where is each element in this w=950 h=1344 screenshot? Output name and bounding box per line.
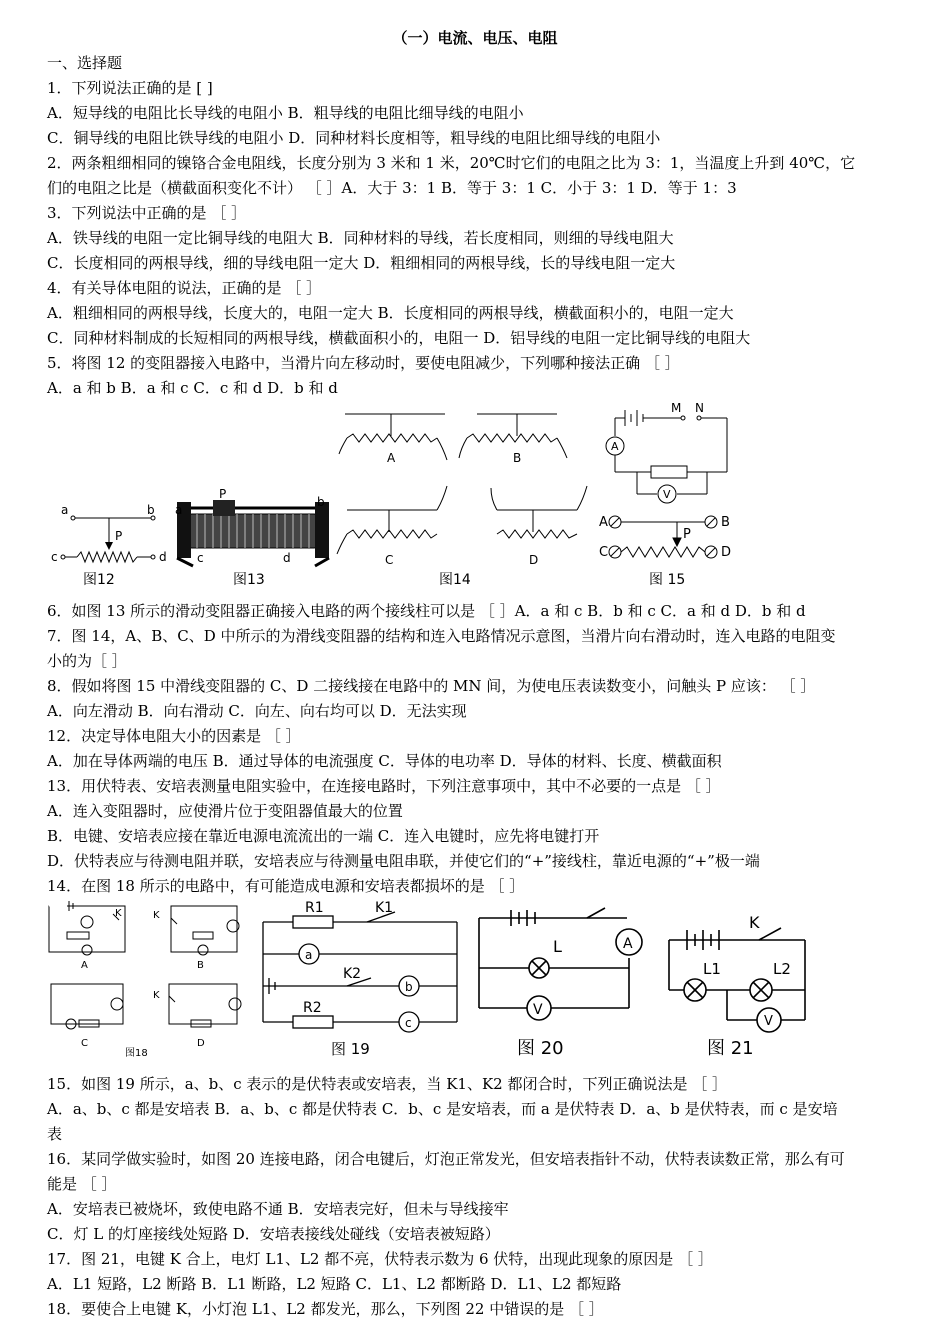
question-line: A．L1 短路，L2 断路 B．L1 断路，L2 短路 C．L1、L2 都断路 D．L1、L2 都短路: [47, 1275, 622, 1293]
fig19-label-k2: K2: [343, 966, 362, 982]
question-line: 16．某同学做实验时，如图 20 连接电路，闭合电键后，灯泡正常发光，但安培表指针不动，伏特表读数正常，那么有可: [47, 1150, 845, 1168]
question-line: 18．要使合上电键 K，小灯泡 L1、L2 都发光，那么，下列图 22 中错误的是 ［ ］: [47, 1300, 604, 1318]
figure-14: [337, 414, 587, 554]
fig15-terminal-a: A: [599, 515, 608, 530]
figure-15-labels: [599, 402, 731, 588]
fig18-label-c: C: [81, 1038, 88, 1049]
fig14-label-b: B: [513, 451, 522, 465]
question-line: 3．下列说法中正确的是 ［ ］: [47, 204, 247, 222]
question-line: 小的为［ ］: [47, 652, 127, 670]
question-line: B．电键、安培表应接在靠近电源电流流出的一端 C．连入电键时，应先将电键打开: [47, 827, 600, 845]
question-line: A．短导线的电阻比长导线的电阻小 B．粗导线的电阻比细导线的电阻小: [47, 104, 524, 122]
question-line: C．长度相同的两根导线，细的导线电阻一定大 D．粗细相同的两根导线，长的导线电阻一定大: [47, 254, 676, 272]
question-line: A．a 和 b B．a 和 c C．c 和 d D．b 和 d: [47, 379, 338, 397]
fig18-label-a: A: [81, 960, 88, 971]
fig12-label-a: a: [61, 503, 69, 517]
figure-15: [606, 410, 727, 558]
question-line: 15．如图 19 所示，a、b、c 表示的是伏特表或安培表，当 K1、K2 都闭合时，下列正确说法是 ［ ］: [47, 1075, 727, 1093]
fig12-label-p: P: [115, 529, 123, 543]
fig19-label-r1: R1: [305, 900, 324, 916]
fig21-label-l1: L1: [703, 960, 721, 978]
question-line: 们的电阻之比是（横截面积变化不计） ［ ］A．大于 3：1 B．等于 3：1 C．小于 3：1 D．等于 1：3: [47, 179, 737, 197]
question-line: 14．在图 18 所示的电路中，有可能造成电源和安培表都损坏的是 ［ ］: [47, 877, 525, 895]
question-line: A．铁导线的电阻一定比铜导线的电阻大 B．同种材料的导线，若长度相同，则细的导线电阻大: [47, 229, 674, 247]
fig14-label-d: D: [529, 553, 539, 567]
question-line: D．伏特表应与待测电阻并联，安培表应与待测量电阻串联，并使它们的“+”接线柱，靠近电源的“+”极一端: [47, 852, 760, 870]
question-line: 能是 ［ ］: [47, 1175, 117, 1193]
fig20-caption: 图 20: [517, 1038, 564, 1059]
fig21-label-voltmeter: V: [764, 1014, 773, 1029]
fig15-label-p: P: [683, 527, 691, 542]
fig19-label-r2: R2: [303, 1000, 322, 1016]
question-line: 2．两条粗细相同的镍铬合金电阻线，长度分别为 3 米和 1 米，20℃时它们的电阻之比为 3：1，当温度上升到 40℃，它: [47, 154, 856, 172]
fig13-label-d: d: [283, 551, 291, 565]
fig15-caption: 图 15: [649, 572, 686, 588]
question-line: A．连入变阻器时，应使滑片位于变阻器值最大的位置: [47, 802, 403, 820]
fig15-label-n: N: [695, 402, 704, 415]
question-line: 13．用伏特表、安培表测量电阻实验中，在连接电路时，下列注意事项中，其中不必要的一点是 ［ ］: [47, 777, 721, 795]
fig14-label-a: A: [387, 451, 396, 465]
fig13-label-b: b: [317, 495, 325, 509]
section-heading: 一、选择题: [47, 54, 123, 72]
fig12-label-d: d: [159, 550, 167, 564]
question-line: 5．将图 12 的变阻器接入电路中，当滑片向左移动时，要使电阻减少，下列哪种接法正确 ［ ］: [47, 354, 680, 372]
fig19-label-b: b: [405, 980, 413, 994]
fig20-label-voltmeter: V: [533, 1002, 543, 1018]
fig13-label-a: a: [175, 503, 183, 517]
fig15-label-m: M: [671, 402, 682, 415]
question-line: 4．有关导体电阻的说法，正确的是 ［ ］: [47, 279, 322, 297]
question-line: 17．图 21，电键 K 合上，电灯 L1、L2 都不亮，伏特表示数为 6 伏特，出现此现象的原因是 ［ ］: [47, 1250, 713, 1268]
fig13-caption: 图13: [233, 572, 265, 588]
question-line: C．同种材料制成的长短相同的两根导线，横截面积小的，电阻一 D．铝导线的电阻一定比铜导线的电阻大: [47, 329, 751, 347]
figure-row-18-21: [47, 898, 927, 1066]
question-line: A．a、b、c 都是安培表 B．a、b、c 都是伏特表 C．b、c 是安培表，而 a 是伏特表 D．a、b 是伏特表，而 c 是安培: [47, 1100, 838, 1118]
fig18-label-d: D: [197, 1038, 205, 1049]
figure-20: [479, 908, 642, 1020]
fig15-label-ammeter: A: [611, 440, 619, 453]
fig14-label-c: C: [385, 553, 394, 567]
question-line: 8．假如将图 15 中滑线变阻器的 C、D 二接线接在电路中的 MN 间，为使电压表读数变小，问触头 P 应该： ［ ］: [47, 677, 816, 695]
fig20-label-l: L: [553, 937, 562, 956]
fig15-label-voltmeter: V: [663, 488, 671, 501]
fig19-caption: 图 19: [331, 1040, 370, 1058]
question-line: 表: [47, 1125, 63, 1143]
fig19-label-k1: K1: [375, 900, 394, 916]
figure-row-12-15: [47, 402, 927, 592]
fig21-caption: 图 21: [707, 1038, 754, 1059]
figure-21-labels: [703, 913, 791, 1059]
fig21-label-l2: L2: [773, 960, 791, 978]
fig18-caption: 图18: [125, 1048, 148, 1059]
question-line: 12．决定导体电阻大小的因素是 ［ ］: [47, 727, 301, 745]
question-line: 7．图 14，A、B、C、D 中所示的为滑线变阻器的结构和连入电路情况示意图，当滑片向右滑动时，连入电路的电阻变: [47, 627, 836, 645]
fig18-label-k: K: [153, 990, 160, 1001]
figure-18: [49, 901, 241, 1029]
question-line: 6．如图 13 所示的滑动变阻器正确接入电路的两个接线柱可以是 ［ ］A．a 和 c B．b 和 c C．a 和 d D．b 和 d: [47, 602, 806, 620]
fig21-label-k: K: [749, 913, 760, 932]
fig18-label-k: K: [115, 908, 122, 919]
figure-14-labels: [385, 451, 538, 588]
question-line: A．加在导体两端的电压 B．通过导体的电流强度 C．导体的电功率 D．导体的材料、长度、横截面积: [47, 752, 722, 770]
fig12-label-b: b: [147, 503, 155, 517]
fig15-terminal-d: D: [721, 545, 732, 560]
fig18-label-k: K: [153, 910, 160, 921]
fig20-label-ammeter: A: [623, 936, 633, 952]
figure-13: [175, 487, 329, 588]
figure-12: [51, 503, 167, 588]
fig18-label-b: B: [197, 960, 204, 971]
fig15-terminal-c: C: [599, 545, 609, 560]
fig14-caption: 图14: [439, 572, 471, 588]
fig19-label-a: a: [305, 948, 313, 962]
fig19-label-c: c: [405, 1016, 412, 1030]
question-line: A．安培表已被烧坏，致使电路不通 B．安培表完好，但未与导线接牢: [47, 1200, 509, 1218]
page-title: （一）电流、电压、电阻: [392, 29, 558, 47]
fig13-label-p: P: [219, 487, 227, 501]
fig13-label-c: c: [197, 551, 204, 565]
fig12-caption: 图12: [83, 572, 115, 588]
fig15-terminal-b: B: [721, 515, 730, 530]
figure-21: [669, 928, 805, 1032]
question-line: A．粗细相同的两根导线，长度大的，电阻一定大 B．长度相同的两根导线，横截面积小的，电阻一定大: [47, 304, 734, 322]
question-line: C．灯 L 的灯座接线处短路 D．安培表接线处碰线（安培表被短路）: [47, 1225, 500, 1243]
question-line: C．铜导线的电阻比铁导线的电阻小 D．同种材料长度相等，粗导线的电阻比细导线的电阻小: [47, 129, 661, 147]
fig12-label-c: c: [51, 550, 58, 564]
question-line: A．向左滑动 B．向右滑动 C．向左、向右均可以 D．无法实现: [47, 702, 467, 720]
question-line: 1．下列说法正确的是 [ ]: [47, 79, 213, 97]
